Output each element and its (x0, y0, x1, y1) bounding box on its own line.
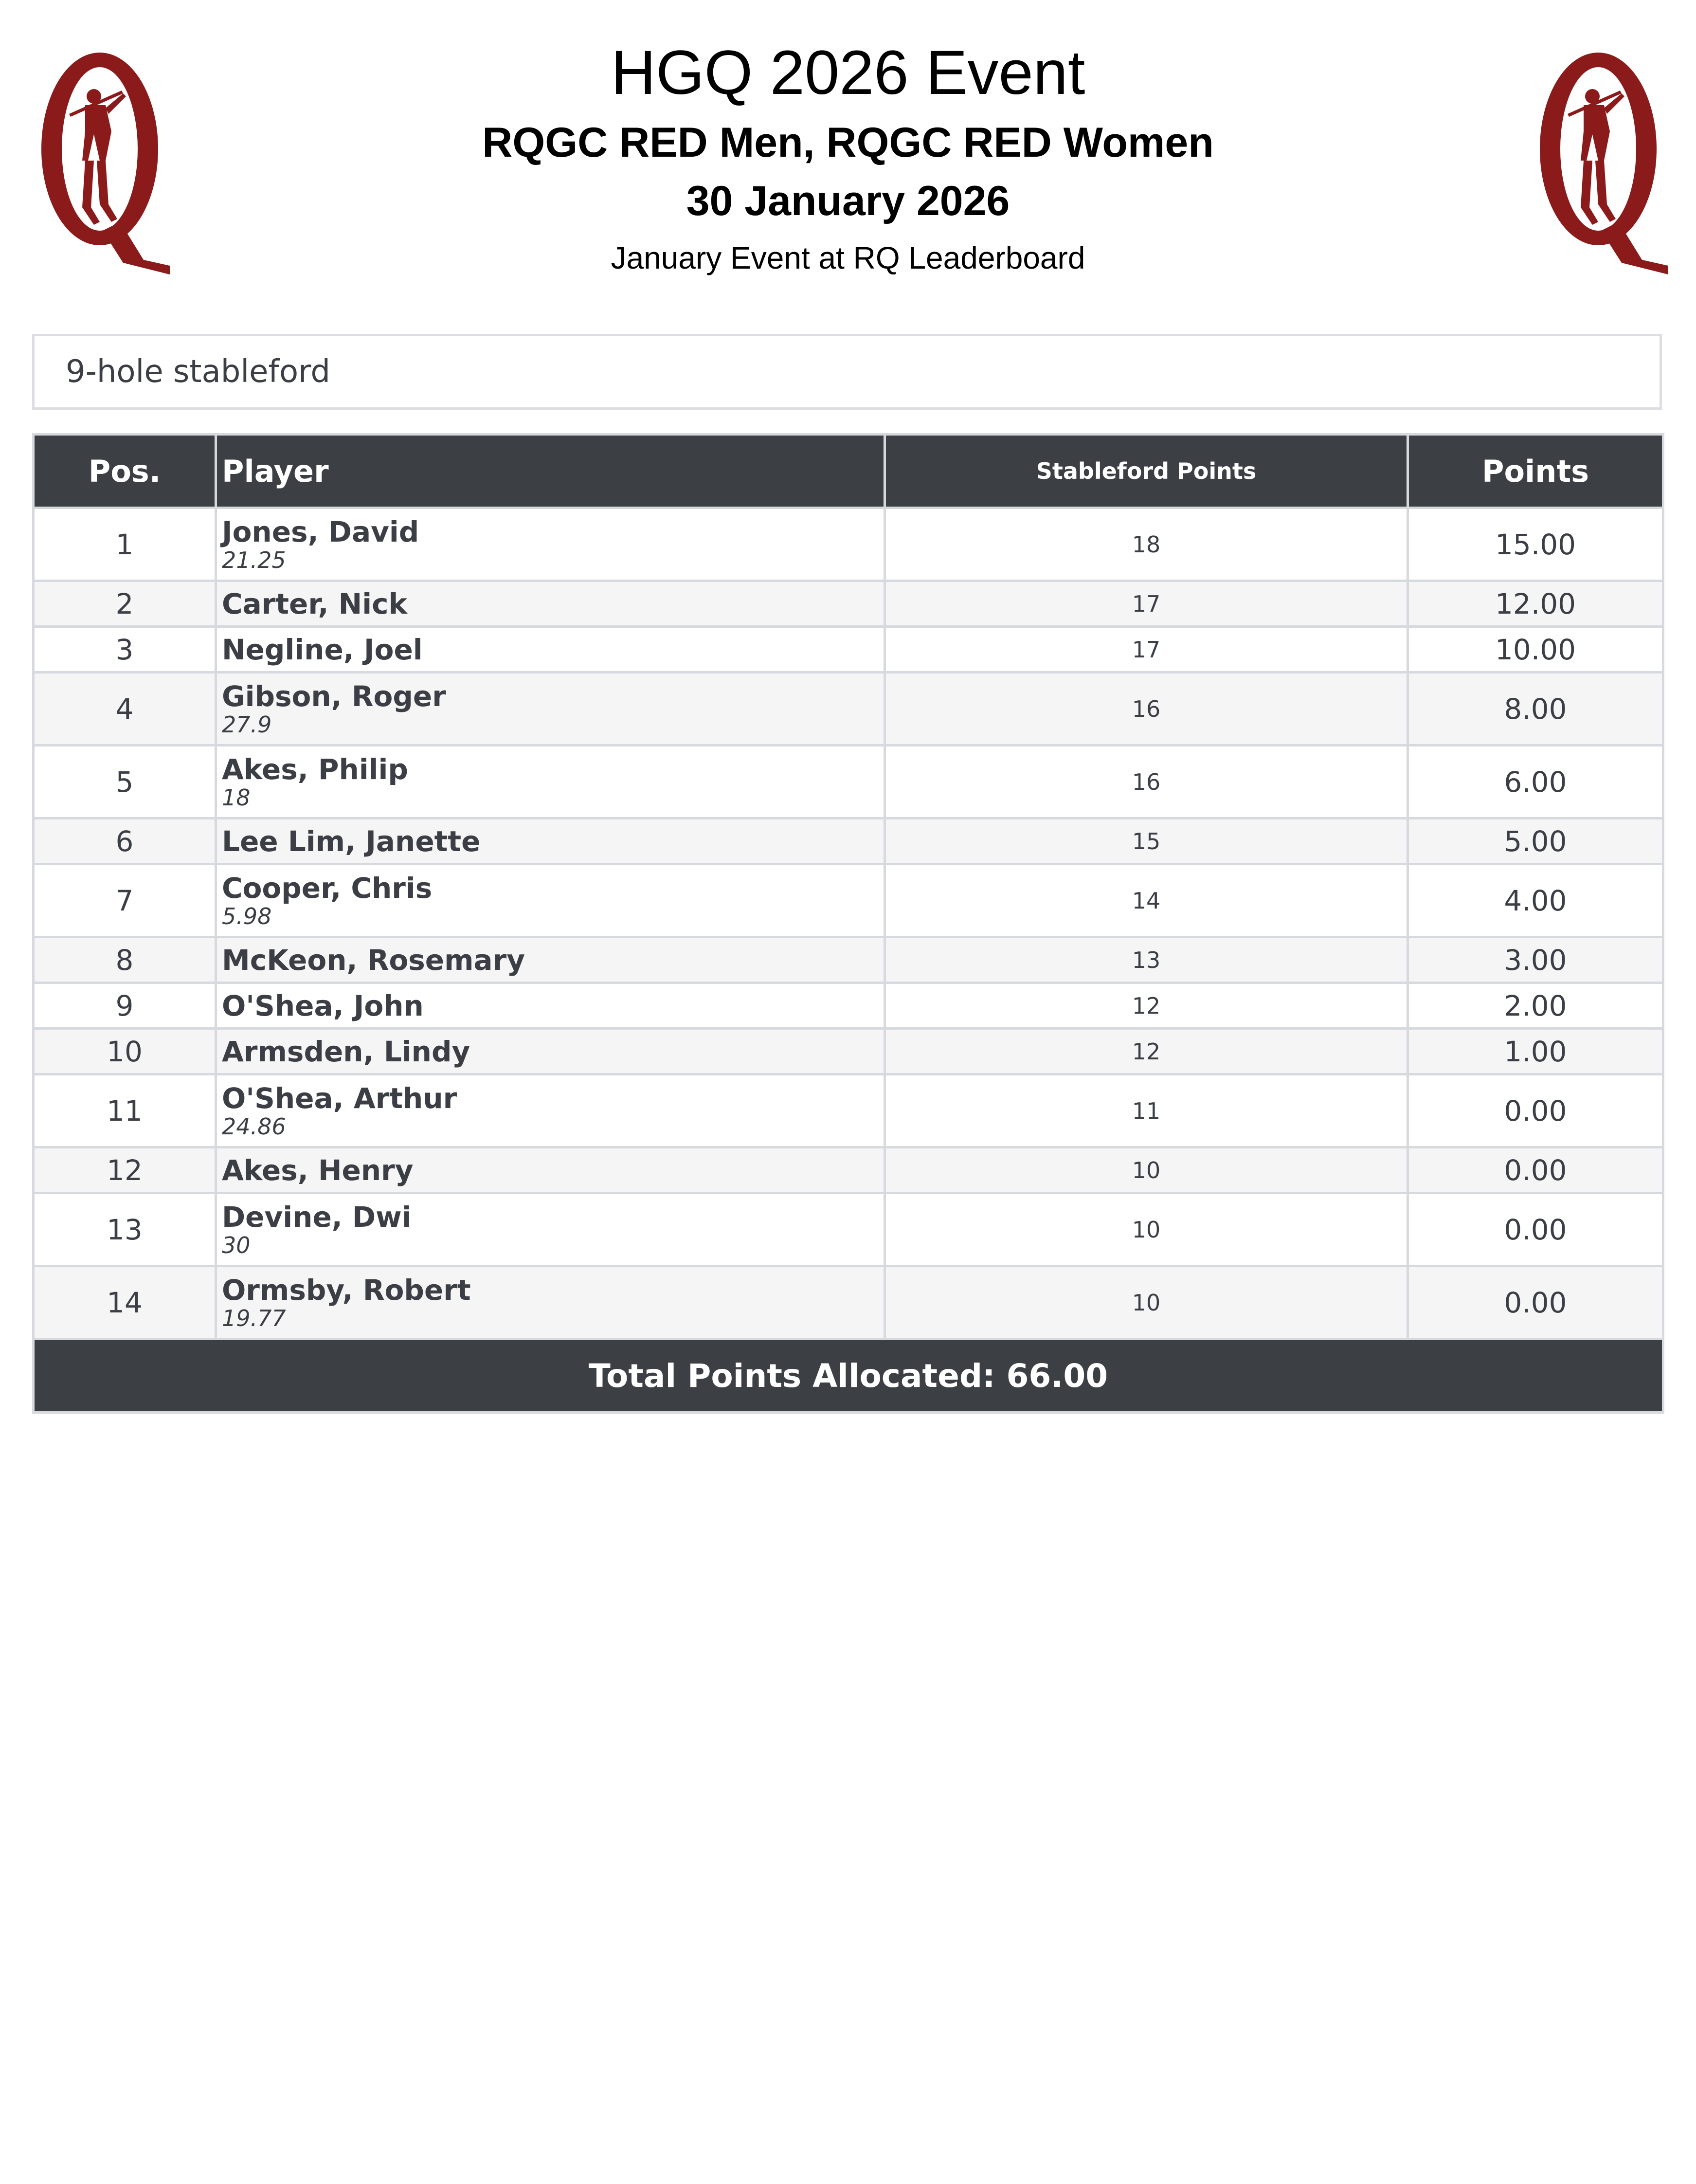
table-row (34, 1029, 1663, 1074)
player-handicap: 19.77 (222, 1305, 286, 1331)
player-handicap: 5.98 (222, 903, 272, 929)
cell-points: 8.00 (1408, 673, 1663, 746)
cell-points: 15.00 (1408, 508, 1663, 581)
player-name: Akes, Henry (222, 1153, 414, 1187)
cell-pos: 10 (34, 1029, 216, 1074)
player-handicap: 21.25 (222, 546, 286, 573)
player-name: Devine, Dwi (222, 1200, 412, 1234)
cell-player (216, 1193, 885, 1266)
player-name: Negline, Joel (222, 633, 423, 666)
cell-pos: 14 (34, 1266, 216, 1339)
event-date: 30 January 2026 (686, 178, 1010, 224)
cell-points: 3.00 (1408, 937, 1663, 983)
cell-points: 0.00 (1408, 1147, 1663, 1193)
cell-player (216, 746, 885, 819)
cell-points: 10.00 (1408, 627, 1663, 673)
cell-stableford: 18 (885, 508, 1408, 581)
table-row (34, 581, 1663, 627)
table-row (34, 746, 1663, 819)
cell-points: 5.00 (1408, 819, 1663, 864)
player-name: Cooper, Chris (222, 871, 433, 905)
player-name: McKeon, Rosemary (222, 943, 525, 977)
table-row (34, 508, 1663, 581)
cell-stableford: 10 (885, 1266, 1408, 1339)
cell-pos: 13 (34, 1193, 216, 1266)
header-points: Points (1408, 435, 1663, 508)
cell-pos: 9 (34, 983, 216, 1029)
cell-pos: 5 (34, 746, 216, 819)
total-points-allocated: Total Points Allocated: 66.00 (34, 1339, 1663, 1413)
cell-points: 0.00 (1408, 1074, 1663, 1147)
table-row (34, 1193, 1663, 1266)
table-row (34, 627, 1663, 673)
cell-pos: 1 (34, 508, 216, 581)
cell-pos: 8 (34, 937, 216, 983)
player-name: O'Shea, Arthur (222, 1081, 457, 1115)
player-name: Lee Lim, Janette (222, 824, 481, 858)
results-table (32, 433, 1664, 1414)
cell-stableford: 10 (885, 1193, 1408, 1266)
player-handicap: 30 (222, 1232, 251, 1258)
player-name: Carter, Nick (222, 587, 408, 620)
cell-player (216, 627, 885, 673)
cell-player (216, 819, 885, 864)
cell-pos: 12 (34, 1147, 216, 1193)
cell-points: 0.00 (1408, 1193, 1663, 1266)
cell-stableford: 14 (885, 864, 1408, 937)
event-title: HGQ 2026 Event (611, 38, 1085, 108)
cell-player (216, 1029, 885, 1074)
cell-player (216, 864, 885, 937)
cell-player (216, 673, 885, 746)
cell-stableford: 16 (885, 673, 1408, 746)
cell-points: 0.00 (1408, 1266, 1663, 1339)
table-row (34, 1147, 1663, 1193)
cell-stableford: 12 (885, 1029, 1408, 1074)
competition-format: 9-hole stableford (66, 354, 330, 390)
table-row (34, 937, 1663, 983)
cell-points: 6.00 (1408, 746, 1663, 819)
table-row (34, 983, 1663, 1029)
player-name: Gibson, Roger (222, 679, 446, 713)
table-row (34, 864, 1663, 937)
player-name: O'Shea, John (222, 989, 424, 1022)
table-row (34, 1074, 1663, 1147)
cell-points: 2.00 (1408, 983, 1663, 1029)
header-player: Player (216, 435, 885, 508)
player-name: Akes, Philip (222, 752, 408, 786)
player-handicap: 27.9 (222, 711, 272, 738)
cell-pos: 11 (34, 1074, 216, 1147)
total-row (34, 1339, 1663, 1413)
cell-pos: 7 (34, 864, 216, 937)
event-divisions: RQGC RED Men, RQGC RED Women (482, 119, 1214, 166)
cell-pos: 3 (34, 627, 216, 673)
header-pos: Pos. (34, 435, 216, 508)
event-description: January Event at RQ Leaderboard (611, 240, 1085, 275)
table-header-row (34, 435, 1663, 508)
cell-player (216, 983, 885, 1029)
cell-pos: 6 (34, 819, 216, 864)
cell-stableford: 11 (885, 1074, 1408, 1147)
cell-player (216, 581, 885, 627)
cell-stableford: 17 (885, 627, 1408, 673)
cell-points: 1.00 (1408, 1029, 1663, 1074)
cell-player (216, 1147, 885, 1193)
player-name: Jones, David (222, 515, 419, 548)
cell-player (216, 508, 885, 581)
cell-stableford: 12 (885, 983, 1408, 1029)
header-stableford-points: Stableford Points (885, 435, 1408, 508)
player-handicap: 24.86 (222, 1113, 286, 1140)
cell-player (216, 1074, 885, 1147)
cell-pos: 2 (34, 581, 216, 627)
table-row (34, 673, 1663, 746)
table-row (34, 1266, 1663, 1339)
cell-pos: 4 (34, 673, 216, 746)
cell-stableford: 13 (885, 937, 1408, 983)
cell-player (216, 937, 885, 983)
cell-points: 4.00 (1408, 864, 1663, 937)
cell-stableford: 17 (885, 581, 1408, 627)
page-header (0, 34, 1696, 282)
cell-points: 12.00 (1408, 581, 1663, 627)
cell-stableford: 15 (885, 819, 1408, 864)
table-row (34, 819, 1663, 864)
cell-stableford: 10 (885, 1147, 1408, 1193)
competition-format-box (32, 334, 1662, 410)
cell-stableford: 16 (885, 746, 1408, 819)
player-name: Armsden, Lindy (222, 1035, 470, 1068)
player-handicap: 18 (222, 784, 251, 811)
cell-player (216, 1266, 885, 1339)
player-name: Ormsby, Robert (222, 1273, 471, 1307)
